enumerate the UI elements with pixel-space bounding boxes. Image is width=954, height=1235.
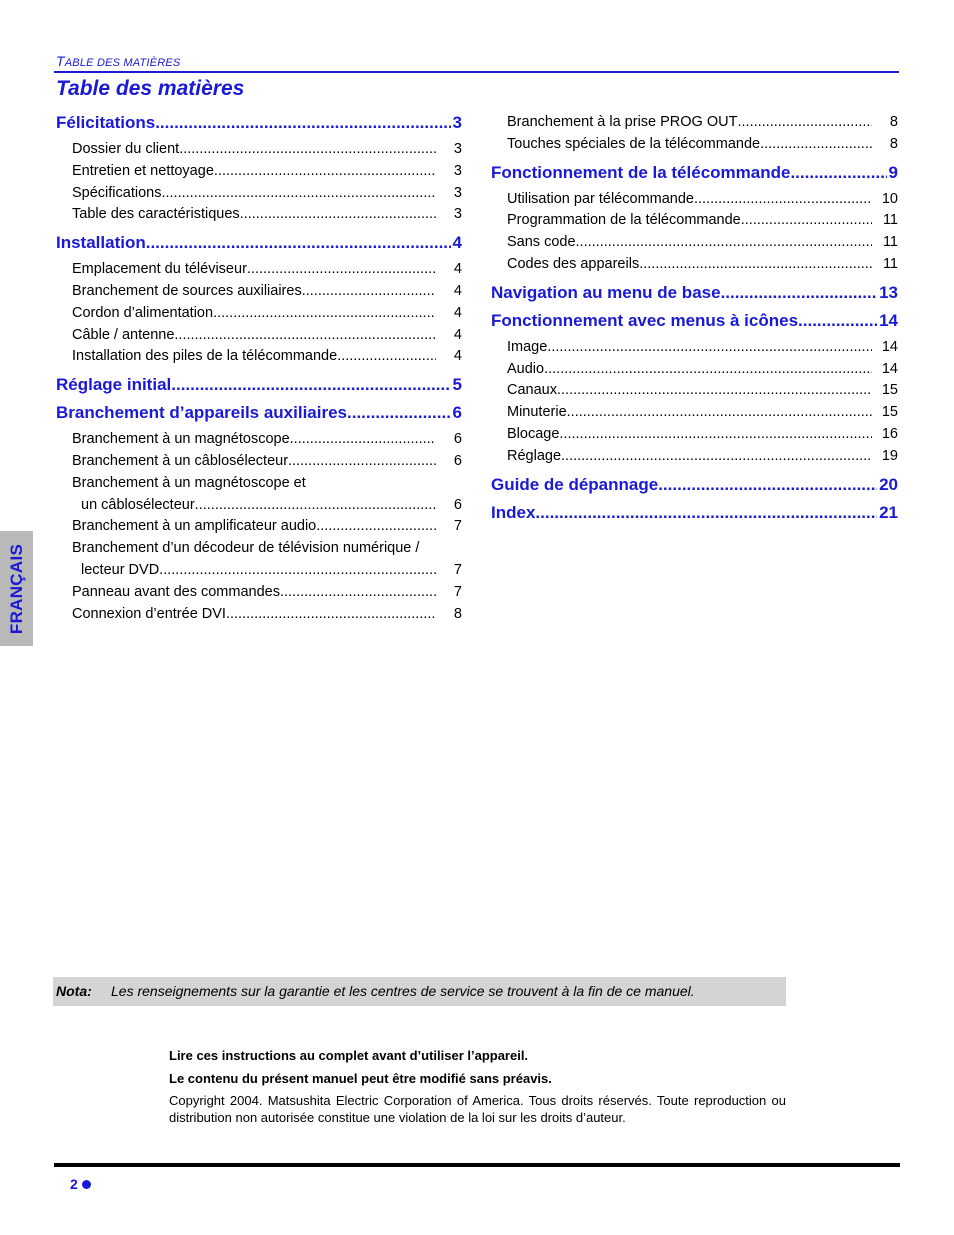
toc-section-installation[interactable]	[56, 232, 462, 254]
toc-item[interactable]	[56, 139, 462, 161]
toc-item-line1[interactable]	[56, 538, 462, 560]
toc-item-line1[interactable]	[56, 473, 462, 495]
toc-item[interactable]	[491, 232, 898, 254]
language-tab	[0, 531, 33, 646]
bullet-icon	[82, 1180, 91, 1189]
page-number-value: 2	[70, 1176, 78, 1192]
item-page: 3	[453, 206, 462, 223]
header-rule	[54, 71, 899, 73]
section-label: Index	[491, 502, 536, 522]
item-page: 10	[881, 190, 898, 207]
item-label: Blocage	[507, 425, 560, 442]
item-page: 14	[881, 338, 898, 355]
item-label: Emplacement du téléviseur	[72, 261, 247, 278]
page-number	[70, 1176, 91, 1192]
section-page: 6	[452, 403, 462, 423]
nota-label: Nota:	[56, 983, 92, 999]
toc-item[interactable]	[56, 451, 462, 473]
page-title: Table des matières	[56, 77, 245, 100]
item-label: Branchement à un câblosélecteur	[72, 452, 289, 469]
item-label: Touches spéciales de la télécommande	[507, 135, 761, 152]
toc-item[interactable]	[491, 446, 898, 468]
item-label: Sans code	[507, 234, 576, 251]
toc-item[interactable]	[56, 183, 462, 205]
section-label: Fonctionnement de la télécommande	[491, 162, 791, 182]
item-label: Audio	[507, 360, 545, 377]
item-page: 19	[881, 447, 898, 464]
section-page: 4	[452, 233, 462, 253]
toc-item[interactable]	[56, 346, 462, 368]
copyright-notice: Copyright 2004. Matsushita Electric Corporation of America. Tous droits réservés. Toute reproduction ou distribution non autorisée constitue une violation de la loi sur les droits d’auteur.	[169, 1093, 786, 1125]
toc-item[interactable]	[491, 134, 898, 156]
section-page: 9	[888, 162, 898, 182]
item-page: 16	[881, 425, 898, 442]
item-page: 4	[453, 326, 462, 343]
nota-box	[53, 977, 786, 1006]
section-label: Installation	[56, 233, 146, 253]
toc-item-line2[interactable]	[56, 560, 462, 582]
item-page: 4	[453, 282, 462, 299]
toc-item[interactable]	[491, 112, 898, 134]
toc-item[interactable]	[491, 337, 898, 359]
toc-item[interactable]	[56, 429, 462, 451]
item-label: Réglage	[507, 447, 562, 464]
footer-rule	[54, 1163, 900, 1167]
toc-item[interactable]	[491, 210, 898, 232]
toc-item[interactable]	[491, 359, 898, 381]
item-label: Minuterie	[507, 404, 567, 421]
item-label: Branchement de sources auxiliaires	[72, 282, 302, 299]
item-label: Branchement à un amplificateur audio	[72, 518, 317, 535]
item-label: Entretien et nettoyage	[72, 162, 214, 179]
item-page: 4	[453, 304, 462, 321]
dot-leader	[155, 112, 450, 134]
item-label: Canaux	[507, 382, 557, 399]
item-page: 4	[453, 348, 462, 365]
item-page: 4	[453, 261, 462, 278]
toc-section-navigation[interactable]	[491, 282, 898, 304]
item-label: Spécifications	[72, 184, 162, 201]
toc-item[interactable]	[56, 161, 462, 183]
item-page: 6	[453, 496, 462, 513]
toc-left-column	[56, 112, 462, 625]
toc-item[interactable]	[56, 516, 462, 538]
toc-section-reglage-initial[interactable]	[56, 374, 462, 396]
section-label: Réglage initial	[56, 375, 172, 395]
toc-item[interactable]	[491, 189, 898, 211]
item-label: Branchement à un magnétoscope et	[72, 474, 306, 491]
toc-section-telecommande[interactable]	[491, 162, 898, 184]
notice-read-instructions: Lire ces instructions au complet avant d’utiliser l’appareil.	[169, 1048, 529, 1063]
toc-item[interactable]	[491, 380, 898, 402]
item-page: 11	[882, 255, 898, 272]
section-label: Navigation au menu de base	[491, 282, 721, 302]
notice-subject-to-change: Le contenu du présent manuel peut être modifié sans préavis.	[169, 1071, 552, 1086]
item-page: 11	[882, 212, 898, 229]
toc-item[interactable]	[491, 254, 898, 276]
section-label: Branchement d’appareils auxiliaires	[56, 403, 348, 423]
toc-section-depannage[interactable]	[491, 474, 898, 496]
toc-section-menus-icones[interactable]	[491, 310, 898, 332]
toc-section-index[interactable]	[491, 502, 898, 524]
section-label: Guide de dépannage	[491, 474, 659, 494]
toc-item[interactable]	[56, 303, 462, 325]
item-page: 8	[453, 605, 462, 622]
item-page: 6	[453, 431, 462, 448]
item-label: Table des caractéristiques	[72, 206, 240, 223]
item-page: 15	[881, 382, 898, 399]
toc-item[interactable]	[56, 204, 462, 226]
item-label: Dossier du client	[72, 141, 180, 157]
section-label: Félicitations	[56, 113, 156, 132]
toc-item[interactable]	[56, 281, 462, 303]
item-label: Cordon d’alimentation	[72, 304, 214, 321]
section-page: 3	[452, 113, 462, 132]
item-page: 6	[453, 452, 462, 469]
item-label: Codes des appareils	[507, 255, 640, 272]
toc-item[interactable]	[56, 325, 462, 347]
section-page: 20	[879, 474, 898, 494]
section-label: Fonctionnement avec menus à icônes	[491, 310, 799, 330]
toc-item[interactable]	[56, 582, 462, 604]
section-page: 14	[879, 310, 898, 330]
item-label: Branchement à un magnétoscope	[72, 431, 290, 448]
running-header	[56, 53, 180, 69]
nota-text: Les renseignements sur la garantie et les centres de service se trouvent à la fin de ce manuel.	[111, 983, 695, 999]
running-header-initial: T	[56, 53, 65, 69]
item-page: 11	[882, 234, 898, 251]
item-page: 7	[453, 561, 462, 578]
item-label: Installation des piles de la télécommande	[72, 348, 338, 365]
item-page: 8	[889, 135, 898, 152]
item-page: 14	[881, 360, 898, 377]
item-label: Panneau avant des commandes	[72, 583, 280, 600]
item-label: Programmation de la télécommande	[507, 212, 741, 229]
item-page: 3	[453, 162, 462, 179]
item-label: Utilisation par télécommande	[507, 190, 694, 207]
running-header-rest: ABLE DES MATIÈRES	[64, 57, 181, 69]
section-page: 5	[452, 375, 462, 395]
item-label-continued: un câblosélecteur	[81, 496, 195, 513]
item-label: Image	[507, 338, 548, 355]
toc-item[interactable]	[491, 402, 898, 424]
item-label: Branchement d’un décodeur de télévision numérique /	[72, 540, 420, 557]
item-page: 8	[889, 114, 898, 130]
toc-right-column	[491, 112, 898, 524]
item-label: Branchement à la prise PROG OUT	[507, 114, 738, 130]
toc-item-line2[interactable]	[56, 495, 462, 517]
item-page: 3	[453, 184, 462, 201]
toc-item[interactable]	[491, 424, 898, 446]
item-label-continued: lecteur DVD	[81, 561, 160, 578]
item-label: Connexion d’entrée DVI	[72, 605, 226, 622]
item-page: 7	[453, 518, 462, 535]
toc-item[interactable]	[56, 259, 462, 281]
toc-section-felicitations[interactable]	[56, 112, 462, 134]
section-page: 13	[879, 282, 898, 302]
item-label: Câble / antenne	[72, 326, 175, 343]
language-tab-label: FRANÇAIS	[6, 543, 26, 634]
item-page: 15	[881, 404, 898, 421]
item-page: 7	[453, 583, 462, 600]
section-page: 21	[879, 502, 898, 522]
toc-item[interactable]	[56, 604, 462, 626]
toc-section-branchement[interactable]	[56, 402, 462, 424]
item-page: 3	[453, 141, 462, 157]
